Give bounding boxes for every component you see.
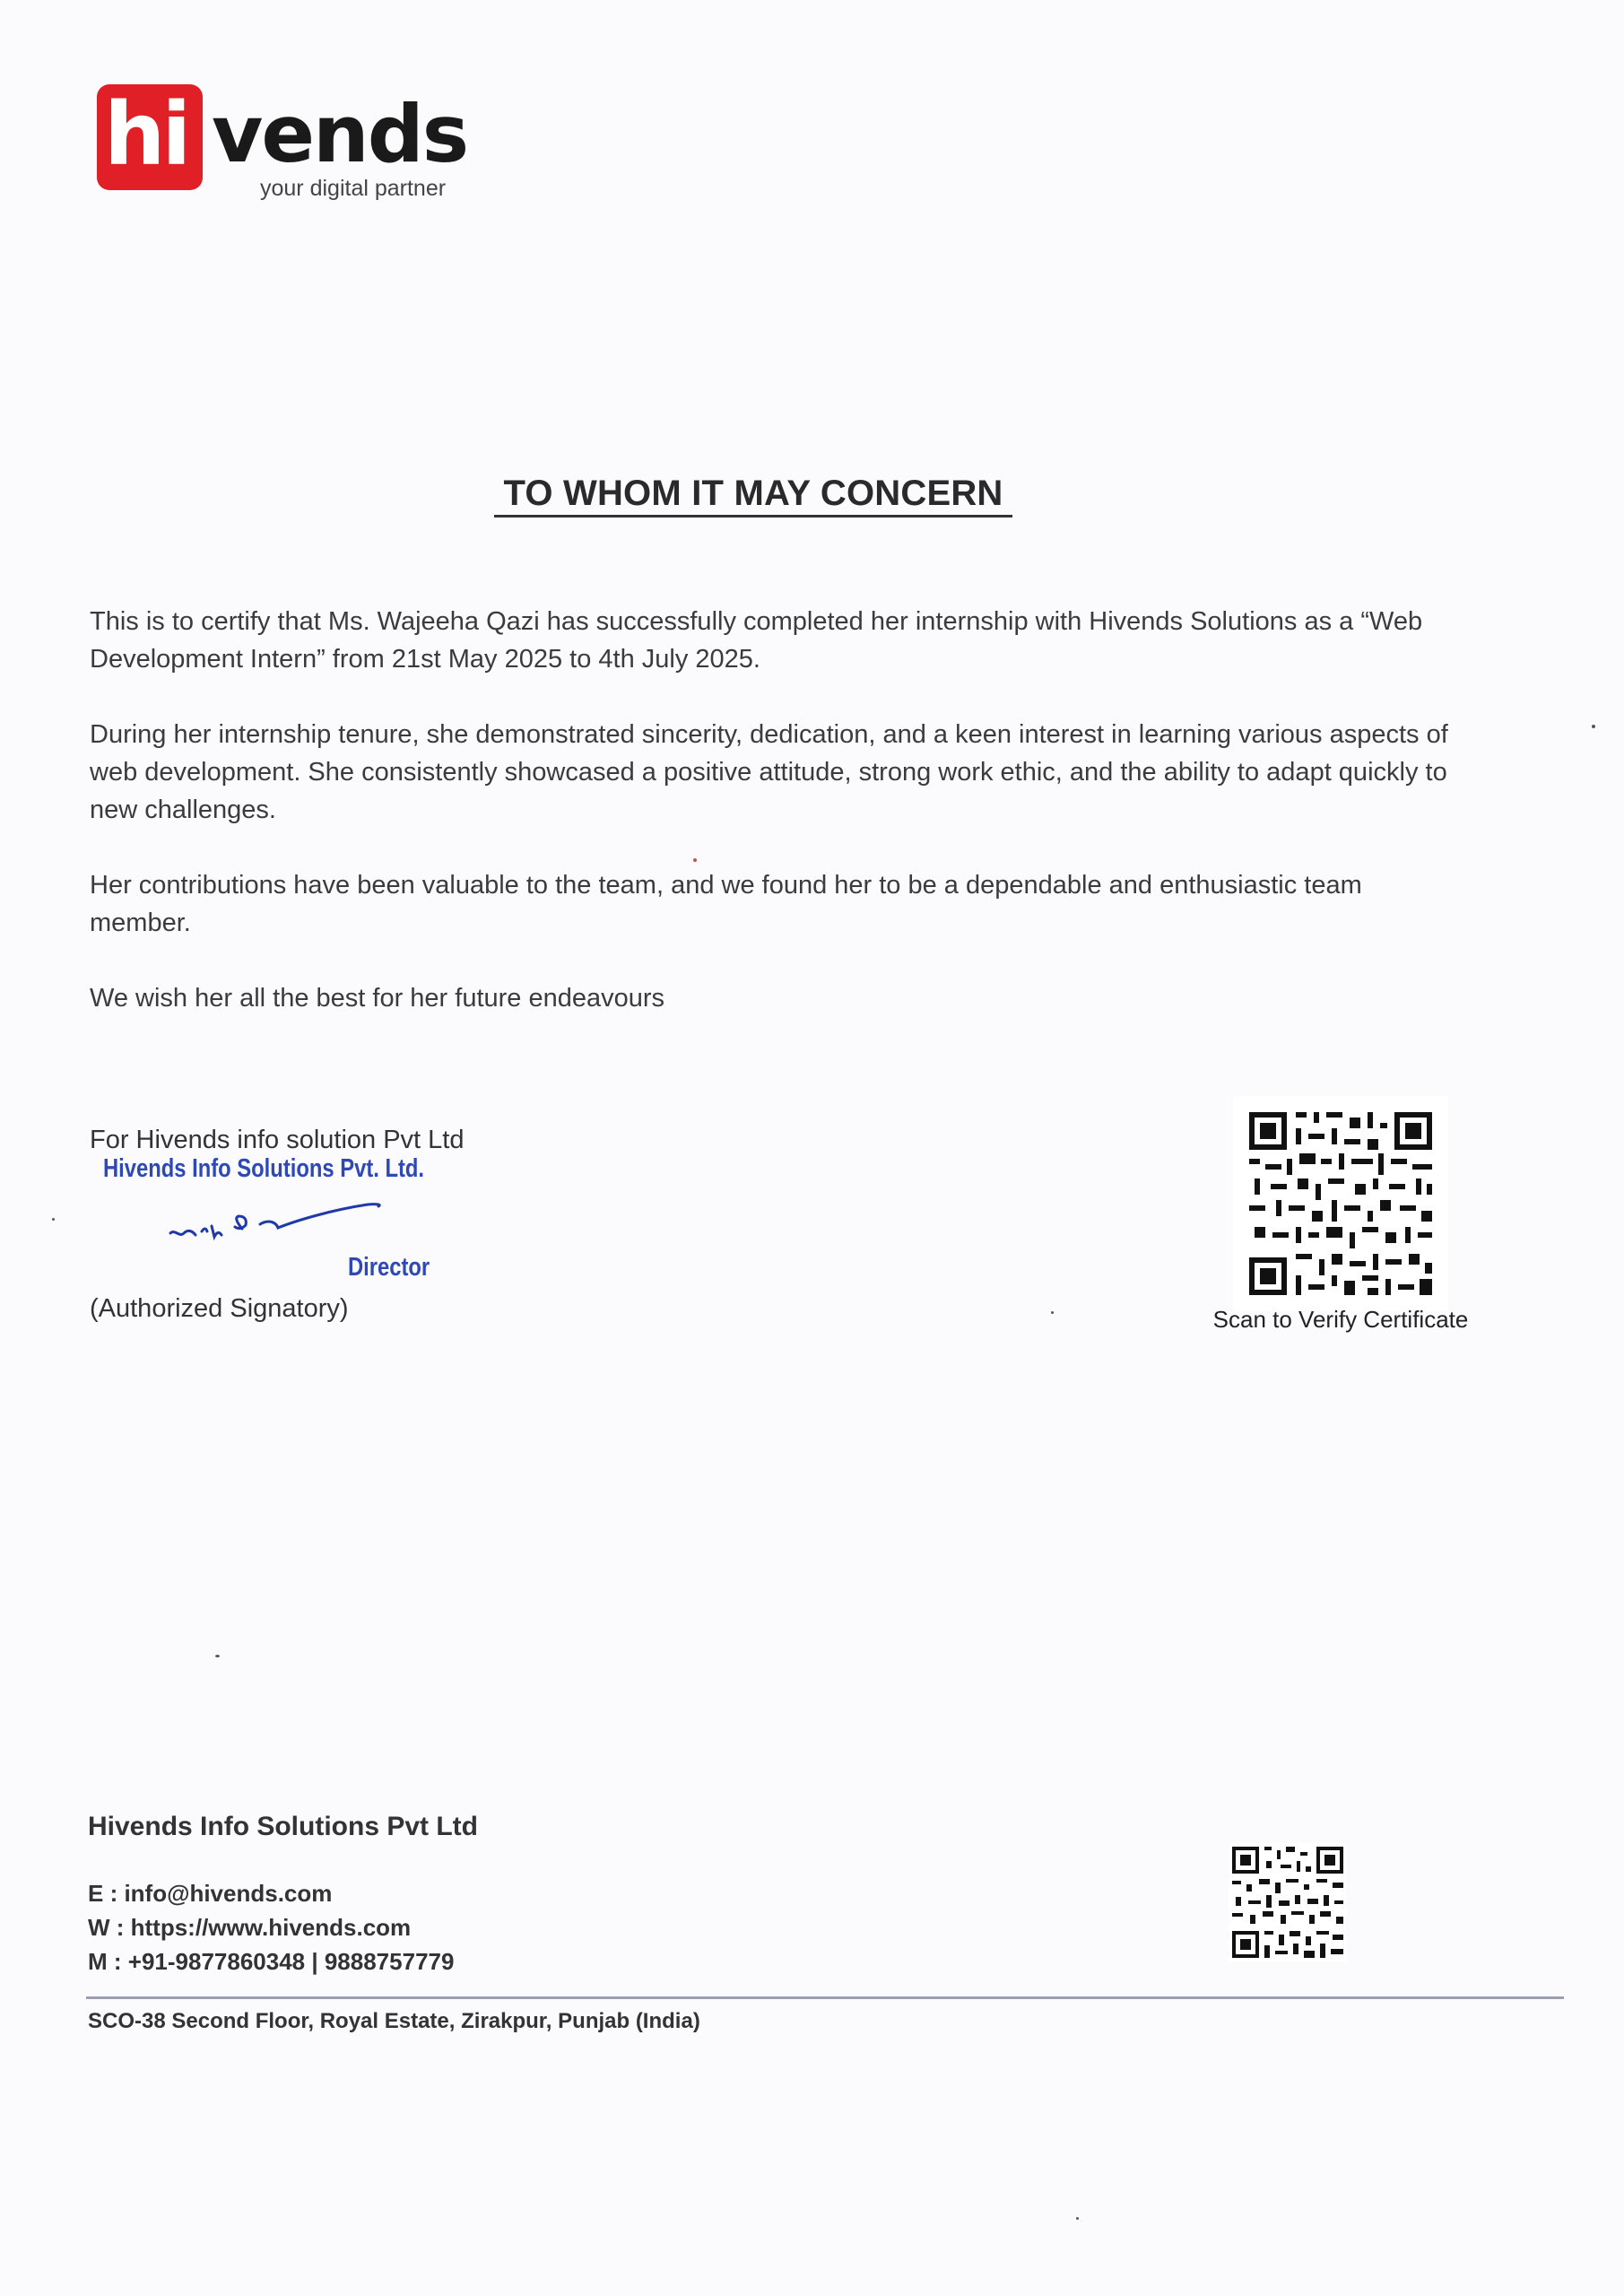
qr-caption: Scan to Verify Certificate: [1212, 1306, 1469, 1333]
contact-website: W : https://www.hivends.com: [88, 1914, 412, 1941]
logo-vends-text: vends: [212, 88, 468, 180]
stamp-title: Director: [348, 1253, 430, 1282]
office-address: SCO-38 Second Floor, Royal Estate, Zirakpur, Punjab (India): [88, 2009, 700, 2033]
paragraph-tenure: During her internship tenure, she demonstrated sincerity, dedication, and a keen interest in learning various aspects of web development. She consistently showcased a positive attitude, strong work ethic, and the ability to adapt quickly to new challenges.: [90, 720, 1448, 824]
letter-body: [90, 603, 1453, 1055]
footer-qr-code: [1229, 1843, 1347, 1961]
signature-block: [90, 1126, 556, 1332]
letter-heading: TO WHOM IT MAY CONCERN: [0, 474, 1507, 514]
authorized-signatory: (Authorized Signatory): [90, 1294, 349, 1323]
footer-divider: [86, 1996, 1564, 1999]
stamp-company-name: Hivends Info Solutions Pvt. Ltd.: [103, 1154, 425, 1183]
contact-mobile: M : +91-9877860348 | 9888757779: [88, 1948, 455, 1975]
logo-tagline: your digital partner: [260, 176, 447, 201]
contact-details: [88, 1876, 454, 1979]
paragraph-contributions: Her contributions have been valuable to the team, and we found her to be a dependable and enthusiastic team member.: [90, 871, 1362, 937]
paragraph-certify: This is to certify that Ms. Wajeeha Qazi has successfully completed her internship with Hivends Solutions as a “Web Development Intern” from 21st May 2025 to 4th July 2025.: [90, 607, 1423, 674]
handwritten-signature: [126, 1188, 430, 1260]
company-logo: [97, 83, 473, 208]
logo-hi-text: hi: [104, 84, 188, 185]
contact-email: E : info@hivends.com: [88, 1880, 333, 1907]
verification-qr-code: [1233, 1096, 1448, 1311]
footer-company-name: Hivends Info Solutions Pvt Ltd: [88, 1812, 478, 1841]
paragraph-wishes: We wish her all the best for her future endeavours: [90, 984, 665, 1013]
signatory-company: For Hivends info solution Pvt Ltd: [90, 1126, 465, 1154]
